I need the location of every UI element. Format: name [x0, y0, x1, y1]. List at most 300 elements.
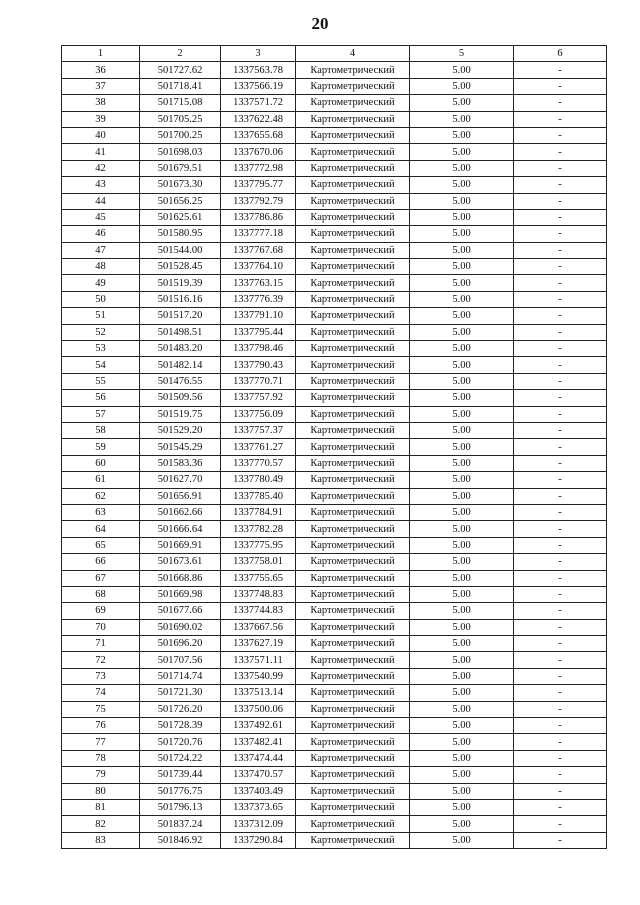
- note-cell: -: [514, 750, 607, 766]
- method-cell: Картометрический: [296, 308, 410, 324]
- point-number-cell: 71: [62, 636, 140, 652]
- x-coordinate-cell: 501700.25: [140, 127, 221, 143]
- y-coordinate-cell: 1337474.44: [221, 750, 296, 766]
- accuracy-cell: 5.00: [410, 668, 514, 684]
- point-number-cell: 51: [62, 308, 140, 324]
- x-coordinate-cell: 501726.20: [140, 701, 221, 717]
- accuracy-cell: 5.00: [410, 209, 514, 225]
- table-row: [62, 832, 607, 848]
- header-cell-2: 2: [140, 46, 221, 62]
- note-cell: -: [514, 488, 607, 504]
- method-cell: Картометрический: [296, 324, 410, 340]
- table-row: [62, 177, 607, 193]
- note-cell: -: [514, 193, 607, 209]
- table-row: [62, 603, 607, 619]
- x-coordinate-cell: 501483.20: [140, 341, 221, 357]
- point-number-cell: 82: [62, 816, 140, 832]
- note-cell: -: [514, 111, 607, 127]
- table-row: [62, 472, 607, 488]
- note-cell: -: [514, 209, 607, 225]
- point-number-cell: 63: [62, 504, 140, 520]
- accuracy-cell: 5.00: [410, 78, 514, 94]
- x-coordinate-cell: 501666.64: [140, 521, 221, 537]
- accuracy-cell: 5.00: [410, 259, 514, 275]
- y-coordinate-cell: 1337761.27: [221, 439, 296, 455]
- accuracy-cell: 5.00: [410, 95, 514, 111]
- header-cell-4: 4: [296, 46, 410, 62]
- table-row: [62, 619, 607, 635]
- point-number-cell: 70: [62, 619, 140, 635]
- note-cell: -: [514, 619, 607, 635]
- accuracy-cell: 5.00: [410, 652, 514, 668]
- method-cell: Картометрический: [296, 357, 410, 373]
- method-cell: Картометрический: [296, 275, 410, 291]
- y-coordinate-cell: 1337776.39: [221, 291, 296, 307]
- table-row: [62, 652, 607, 668]
- x-coordinate-cell: 501517.20: [140, 308, 221, 324]
- table-row: [62, 455, 607, 471]
- table-row: [62, 767, 607, 783]
- note-cell: -: [514, 472, 607, 488]
- header-cell-6: 6: [514, 46, 607, 62]
- point-number-cell: 45: [62, 209, 140, 225]
- y-coordinate-cell: 1337795.44: [221, 324, 296, 340]
- accuracy-cell: 5.00: [410, 799, 514, 815]
- accuracy-cell: 5.00: [410, 390, 514, 406]
- accuracy-cell: 5.00: [410, 111, 514, 127]
- accuracy-cell: 5.00: [410, 619, 514, 635]
- point-number-cell: 76: [62, 718, 140, 734]
- point-number-cell: 40: [62, 127, 140, 143]
- note-cell: -: [514, 406, 607, 422]
- point-number-cell: 75: [62, 701, 140, 717]
- table-row: [62, 127, 607, 143]
- accuracy-cell: 5.00: [410, 439, 514, 455]
- x-coordinate-cell: 501529.20: [140, 422, 221, 438]
- accuracy-cell: 5.00: [410, 586, 514, 602]
- note-cell: -: [514, 816, 607, 832]
- y-coordinate-cell: 1337792.79: [221, 193, 296, 209]
- x-coordinate-cell: 501519.75: [140, 406, 221, 422]
- point-number-cell: 58: [62, 422, 140, 438]
- method-cell: Картометрический: [296, 767, 410, 783]
- point-number-cell: 36: [62, 62, 140, 78]
- method-cell: Картометрический: [296, 554, 410, 570]
- note-cell: -: [514, 586, 607, 602]
- x-coordinate-cell: 501837.24: [140, 816, 221, 832]
- method-cell: Картометрический: [296, 537, 410, 553]
- point-number-cell: 80: [62, 783, 140, 799]
- note-cell: -: [514, 734, 607, 750]
- x-coordinate-cell: 501776.75: [140, 783, 221, 799]
- table-row: [62, 209, 607, 225]
- table-row: [62, 554, 607, 570]
- x-coordinate-cell: 501714.74: [140, 668, 221, 684]
- point-number-cell: 59: [62, 439, 140, 455]
- x-coordinate-cell: 501528.45: [140, 259, 221, 275]
- note-cell: -: [514, 701, 607, 717]
- x-coordinate-cell: 501698.03: [140, 144, 221, 160]
- method-cell: Картометрический: [296, 62, 410, 78]
- x-coordinate-cell: 501498.51: [140, 324, 221, 340]
- table-row: [62, 242, 607, 258]
- x-coordinate-cell: 501705.25: [140, 111, 221, 127]
- x-coordinate-cell: 501724.22: [140, 750, 221, 766]
- note-cell: -: [514, 439, 607, 455]
- accuracy-cell: 5.00: [410, 488, 514, 504]
- table-row: [62, 734, 607, 750]
- x-coordinate-cell: 501796.13: [140, 799, 221, 815]
- method-cell: Картометрический: [296, 111, 410, 127]
- accuracy-cell: 5.00: [410, 750, 514, 766]
- method-cell: Картометрический: [296, 570, 410, 586]
- y-coordinate-cell: 1337758.01: [221, 554, 296, 570]
- method-cell: Картометрический: [296, 734, 410, 750]
- method-cell: Картометрический: [296, 472, 410, 488]
- table-row: [62, 160, 607, 176]
- header-row: [62, 46, 607, 62]
- table-row: [62, 226, 607, 242]
- note-cell: -: [514, 341, 607, 357]
- table-row: [62, 95, 607, 111]
- accuracy-cell: 5.00: [410, 537, 514, 553]
- method-cell: Картометрический: [296, 177, 410, 193]
- table-row: [62, 259, 607, 275]
- note-cell: -: [514, 636, 607, 652]
- y-coordinate-cell: 1337492.61: [221, 718, 296, 734]
- method-cell: Картометрический: [296, 685, 410, 701]
- x-coordinate-cell: 501707.56: [140, 652, 221, 668]
- table-row: [62, 373, 607, 389]
- point-number-cell: 54: [62, 357, 140, 373]
- table-row: [62, 488, 607, 504]
- y-coordinate-cell: 1337790.43: [221, 357, 296, 373]
- accuracy-cell: 5.00: [410, 504, 514, 520]
- accuracy-cell: 5.00: [410, 357, 514, 373]
- accuracy-cell: 5.00: [410, 521, 514, 537]
- point-number-cell: 61: [62, 472, 140, 488]
- y-coordinate-cell: 1337655.68: [221, 127, 296, 143]
- method-cell: Картометрический: [296, 652, 410, 668]
- table-row: [62, 78, 607, 94]
- accuracy-cell: 5.00: [410, 373, 514, 389]
- y-coordinate-cell: 1337373.65: [221, 799, 296, 815]
- table-row: [62, 341, 607, 357]
- table-row: [62, 111, 607, 127]
- note-cell: -: [514, 373, 607, 389]
- note-cell: -: [514, 521, 607, 537]
- y-coordinate-cell: 1337770.57: [221, 455, 296, 471]
- method-cell: Картометрический: [296, 619, 410, 635]
- accuracy-cell: 5.00: [410, 767, 514, 783]
- method-cell: Картометрический: [296, 78, 410, 94]
- point-number-cell: 53: [62, 341, 140, 357]
- y-coordinate-cell: 1337777.18: [221, 226, 296, 242]
- x-coordinate-cell: 501720.76: [140, 734, 221, 750]
- table-row: [62, 586, 607, 602]
- table-row: [62, 62, 607, 78]
- method-cell: Картометрический: [296, 373, 410, 389]
- x-coordinate-cell: 501673.30: [140, 177, 221, 193]
- table-row: [62, 816, 607, 832]
- note-cell: -: [514, 767, 607, 783]
- x-coordinate-cell: 501656.91: [140, 488, 221, 504]
- point-number-cell: 43: [62, 177, 140, 193]
- table-row: [62, 636, 607, 652]
- table-row: [62, 521, 607, 537]
- y-coordinate-cell: 1337470.57: [221, 767, 296, 783]
- method-cell: Картометрический: [296, 521, 410, 537]
- x-coordinate-cell: 501718.41: [140, 78, 221, 94]
- header-cell-1: 1: [62, 46, 140, 62]
- accuracy-cell: 5.00: [410, 816, 514, 832]
- note-cell: -: [514, 718, 607, 734]
- x-coordinate-cell: 501696.20: [140, 636, 221, 652]
- note-cell: -: [514, 603, 607, 619]
- method-cell: Картометрический: [296, 226, 410, 242]
- accuracy-cell: 5.00: [410, 783, 514, 799]
- x-coordinate-cell: 501715.08: [140, 95, 221, 111]
- table-row: [62, 406, 607, 422]
- note-cell: -: [514, 226, 607, 242]
- note-cell: -: [514, 570, 607, 586]
- table-row: [62, 324, 607, 340]
- y-coordinate-cell: 1337312.09: [221, 816, 296, 832]
- method-cell: Картометрический: [296, 144, 410, 160]
- point-number-cell: 38: [62, 95, 140, 111]
- x-coordinate-cell: 501690.02: [140, 619, 221, 635]
- method-cell: Картометрический: [296, 668, 410, 684]
- method-cell: Картометрический: [296, 455, 410, 471]
- x-coordinate-cell: 501580.95: [140, 226, 221, 242]
- point-number-cell: 55: [62, 373, 140, 389]
- x-coordinate-cell: 501583.36: [140, 455, 221, 471]
- table-row: [62, 799, 607, 815]
- y-coordinate-cell: 1337784.91: [221, 504, 296, 520]
- point-number-cell: 41: [62, 144, 140, 160]
- accuracy-cell: 5.00: [410, 275, 514, 291]
- x-coordinate-cell: 501846.92: [140, 832, 221, 848]
- y-coordinate-cell: 1337563.78: [221, 62, 296, 78]
- method-cell: Картометрический: [296, 291, 410, 307]
- point-number-cell: 60: [62, 455, 140, 471]
- method-cell: Картометрический: [296, 390, 410, 406]
- table-row: [62, 439, 607, 455]
- accuracy-cell: 5.00: [410, 636, 514, 652]
- x-coordinate-cell: 501482.14: [140, 357, 221, 373]
- note-cell: -: [514, 668, 607, 684]
- table-body: [62, 62, 607, 849]
- x-coordinate-cell: 501673.61: [140, 554, 221, 570]
- table-header: [62, 46, 607, 62]
- note-cell: -: [514, 422, 607, 438]
- y-coordinate-cell: 1337772.98: [221, 160, 296, 176]
- method-cell: Картометрический: [296, 242, 410, 258]
- method-cell: Картометрический: [296, 406, 410, 422]
- method-cell: Картометрический: [296, 341, 410, 357]
- accuracy-cell: 5.00: [410, 226, 514, 242]
- x-coordinate-cell: 501545.29: [140, 439, 221, 455]
- table-row: [62, 144, 607, 160]
- point-number-cell: 39: [62, 111, 140, 127]
- accuracy-cell: 5.00: [410, 832, 514, 848]
- point-number-cell: 73: [62, 668, 140, 684]
- method-cell: Картометрический: [296, 95, 410, 111]
- note-cell: -: [514, 291, 607, 307]
- table-row: [62, 308, 607, 324]
- x-coordinate-cell: 501679.51: [140, 160, 221, 176]
- y-coordinate-cell: 1337798.46: [221, 341, 296, 357]
- note-cell: -: [514, 78, 607, 94]
- point-number-cell: 62: [62, 488, 140, 504]
- x-coordinate-cell: 501544.00: [140, 242, 221, 258]
- accuracy-cell: 5.00: [410, 160, 514, 176]
- accuracy-cell: 5.00: [410, 144, 514, 160]
- y-coordinate-cell: 1337782.28: [221, 521, 296, 537]
- x-coordinate-cell: 501519.39: [140, 275, 221, 291]
- accuracy-cell: 5.00: [410, 341, 514, 357]
- table-row: [62, 668, 607, 684]
- y-coordinate-cell: 1337670.06: [221, 144, 296, 160]
- accuracy-cell: 5.00: [410, 554, 514, 570]
- note-cell: -: [514, 259, 607, 275]
- table-row: [62, 504, 607, 520]
- y-coordinate-cell: 1337757.92: [221, 390, 296, 406]
- y-coordinate-cell: 1337791.10: [221, 308, 296, 324]
- y-coordinate-cell: 1337500.06: [221, 701, 296, 717]
- point-number-cell: 37: [62, 78, 140, 94]
- point-number-cell: 47: [62, 242, 140, 258]
- accuracy-cell: 5.00: [410, 127, 514, 143]
- method-cell: Картометрический: [296, 259, 410, 275]
- y-coordinate-cell: 1337795.77: [221, 177, 296, 193]
- table-row: [62, 750, 607, 766]
- accuracy-cell: 5.00: [410, 570, 514, 586]
- accuracy-cell: 5.00: [410, 472, 514, 488]
- y-coordinate-cell: 1337775.95: [221, 537, 296, 553]
- method-cell: Картометрический: [296, 127, 410, 143]
- method-cell: Картометрический: [296, 832, 410, 848]
- note-cell: -: [514, 504, 607, 520]
- x-coordinate-cell: 501721.30: [140, 685, 221, 701]
- note-cell: -: [514, 177, 607, 193]
- y-coordinate-cell: 1337566.19: [221, 78, 296, 94]
- x-coordinate-cell: 501669.98: [140, 586, 221, 602]
- point-number-cell: 77: [62, 734, 140, 750]
- y-coordinate-cell: 1337748.83: [221, 586, 296, 602]
- y-coordinate-cell: 1337744.83: [221, 603, 296, 619]
- point-number-cell: 65: [62, 537, 140, 553]
- accuracy-cell: 5.00: [410, 308, 514, 324]
- table-row: [62, 193, 607, 209]
- accuracy-cell: 5.00: [410, 62, 514, 78]
- method-cell: Картометрический: [296, 209, 410, 225]
- point-number-cell: 83: [62, 832, 140, 848]
- note-cell: -: [514, 685, 607, 701]
- table-row: [62, 537, 607, 553]
- point-number-cell: 78: [62, 750, 140, 766]
- method-cell: Картометрический: [296, 422, 410, 438]
- point-number-cell: 74: [62, 685, 140, 701]
- y-coordinate-cell: 1337764.10: [221, 259, 296, 275]
- y-coordinate-cell: 1337780.49: [221, 472, 296, 488]
- method-cell: Картометрический: [296, 504, 410, 520]
- y-coordinate-cell: 1337763.15: [221, 275, 296, 291]
- point-number-cell: 56: [62, 390, 140, 406]
- accuracy-cell: 5.00: [410, 177, 514, 193]
- y-coordinate-cell: 1337627.19: [221, 636, 296, 652]
- note-cell: -: [514, 455, 607, 471]
- table-row: [62, 718, 607, 734]
- method-cell: Картометрический: [296, 160, 410, 176]
- note-cell: -: [514, 127, 607, 143]
- x-coordinate-cell: 501677.66: [140, 603, 221, 619]
- note-cell: -: [514, 242, 607, 258]
- note-cell: -: [514, 832, 607, 848]
- x-coordinate-cell: 501627.70: [140, 472, 221, 488]
- note-cell: -: [514, 537, 607, 553]
- y-coordinate-cell: 1337755.65: [221, 570, 296, 586]
- y-coordinate-cell: 1337770.71: [221, 373, 296, 389]
- accuracy-cell: 5.00: [410, 701, 514, 717]
- method-cell: Картометрический: [296, 718, 410, 734]
- y-coordinate-cell: 1337290.84: [221, 832, 296, 848]
- x-coordinate-cell: 501625.61: [140, 209, 221, 225]
- x-coordinate-cell: 501656.25: [140, 193, 221, 209]
- note-cell: -: [514, 799, 607, 815]
- x-coordinate-cell: 501669.91: [140, 537, 221, 553]
- accuracy-cell: 5.00: [410, 718, 514, 734]
- note-cell: -: [514, 357, 607, 373]
- accuracy-cell: 5.00: [410, 324, 514, 340]
- note-cell: -: [514, 95, 607, 111]
- y-coordinate-cell: 1337513.14: [221, 685, 296, 701]
- y-coordinate-cell: 1337403.49: [221, 783, 296, 799]
- point-number-cell: 69: [62, 603, 140, 619]
- y-coordinate-cell: 1337622.48: [221, 111, 296, 127]
- y-coordinate-cell: 1337540.99: [221, 668, 296, 684]
- point-number-cell: 48: [62, 259, 140, 275]
- table-row: [62, 570, 607, 586]
- y-coordinate-cell: 1337785.40: [221, 488, 296, 504]
- accuracy-cell: 5.00: [410, 242, 514, 258]
- table-row: [62, 783, 607, 799]
- point-number-cell: 50: [62, 291, 140, 307]
- y-coordinate-cell: 1337757.37: [221, 422, 296, 438]
- table-row: [62, 291, 607, 307]
- point-number-cell: 81: [62, 799, 140, 815]
- table-row: [62, 390, 607, 406]
- y-coordinate-cell: 1337571.72: [221, 95, 296, 111]
- point-number-cell: 57: [62, 406, 140, 422]
- point-number-cell: 44: [62, 193, 140, 209]
- point-number-cell: 64: [62, 521, 140, 537]
- x-coordinate-cell: 501509.56: [140, 390, 221, 406]
- accuracy-cell: 5.00: [410, 685, 514, 701]
- point-number-cell: 42: [62, 160, 140, 176]
- y-coordinate-cell: 1337482.41: [221, 734, 296, 750]
- note-cell: -: [514, 308, 607, 324]
- point-number-cell: 52: [62, 324, 140, 340]
- note-cell: -: [514, 144, 607, 160]
- accuracy-cell: 5.00: [410, 406, 514, 422]
- point-number-cell: 66: [62, 554, 140, 570]
- y-coordinate-cell: 1337756.09: [221, 406, 296, 422]
- note-cell: -: [514, 324, 607, 340]
- note-cell: -: [514, 652, 607, 668]
- x-coordinate-cell: 501739.44: [140, 767, 221, 783]
- header-cell-5: 5: [410, 46, 514, 62]
